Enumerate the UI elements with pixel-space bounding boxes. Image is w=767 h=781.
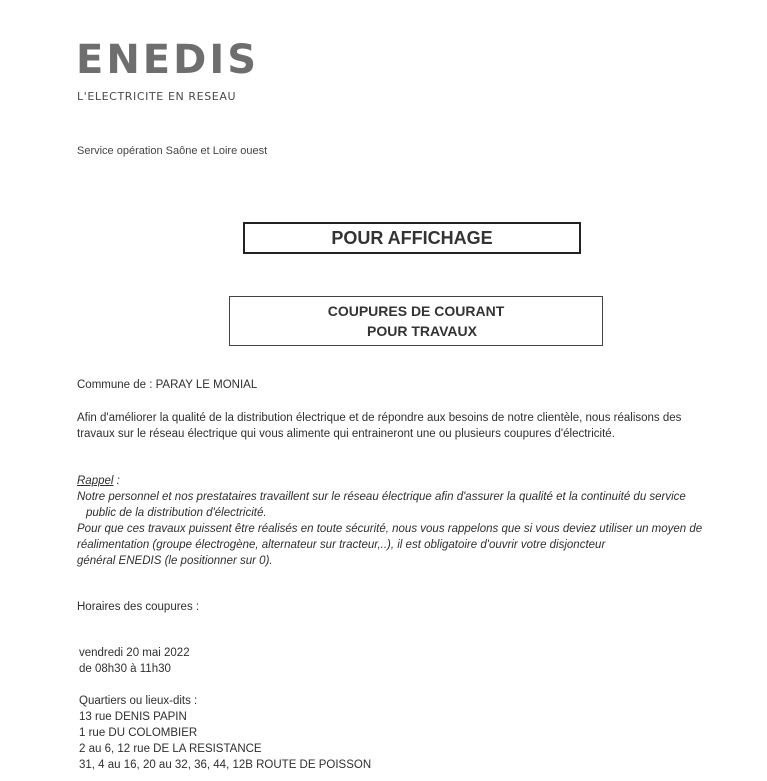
location-item: 13 rue DENIS PAPIN bbox=[79, 711, 187, 723]
schedule-time: de 08h30 à 11h30 bbox=[79, 663, 171, 675]
schedule-date: vendredi 20 mai 2022 bbox=[79, 647, 190, 659]
locations-block bbox=[79, 693, 371, 773]
rappel-line: Notre personnel et nos prestataires travaillent sur le réseau électrique afin d'assurer la qualité et la continuité du service bbox=[77, 491, 686, 503]
location-item: 2 au 6, 12 rue DE LA RESISTANCE bbox=[79, 743, 262, 755]
rappel-section bbox=[77, 473, 702, 569]
locations-heading: Quartiers ou lieux-dits : bbox=[79, 695, 198, 707]
intro-line: Afin d'améliorer la qualité de la distribution électrique et de répondre aux besoins de notre clientèle, nous réalisons des bbox=[77, 412, 682, 424]
logo-tagline: L'ELECTRICITE EN RESEAU bbox=[77, 90, 237, 103]
rappel-heading-row bbox=[77, 473, 702, 489]
notice-title-line2: POUR TRAVAUX bbox=[367, 323, 477, 339]
service-name: Service opération Saône et Loire ouest bbox=[77, 145, 268, 157]
rappel-line: réalimentation (groupe électrogène, alternateur sur tracteur,..), il est obligatoire d'ouvrir votre disjoncteur bbox=[77, 539, 606, 551]
schedule-block bbox=[79, 645, 190, 677]
location-item: 1 rue DU COLOMBIER bbox=[79, 727, 198, 739]
notice-title-line1: COUPURES DE COURANT bbox=[327, 303, 505, 319]
rappel-line: public de la distribution d'électricité. bbox=[86, 507, 267, 519]
display-notice-label: POUR AFFICHAGE bbox=[331, 227, 493, 248]
display-notice-box bbox=[243, 222, 581, 254]
notice-title-box bbox=[229, 296, 603, 346]
location-item: 31, 4 au 16, 20 au 32, 36, 44, 12B ROUTE DE POISSON bbox=[79, 759, 372, 771]
rappel-line: général ENEDIS (le positionner sur 0). bbox=[77, 555, 273, 567]
schedule-heading: Horaires des coupures : bbox=[77, 601, 200, 613]
rappel-heading-suffix: : bbox=[113, 475, 120, 487]
enedis-logo: ENEDIS bbox=[76, 37, 260, 83]
commune-line: Commune de : PARAY LE MONIAL bbox=[77, 379, 258, 391]
intro-paragraph bbox=[77, 410, 759, 442]
rappel-heading: Rappel bbox=[77, 475, 114, 487]
rappel-line: Pour que ces travaux puissent être réalisés en toute sécurité, nous vous rappelons que si vous deviez utiliser un moyen de bbox=[77, 523, 703, 535]
intro-line: travaux sur le réseau électrique qui vous alimente qui entraineront une ou plusieurs coupures d'électricité. bbox=[77, 428, 615, 440]
